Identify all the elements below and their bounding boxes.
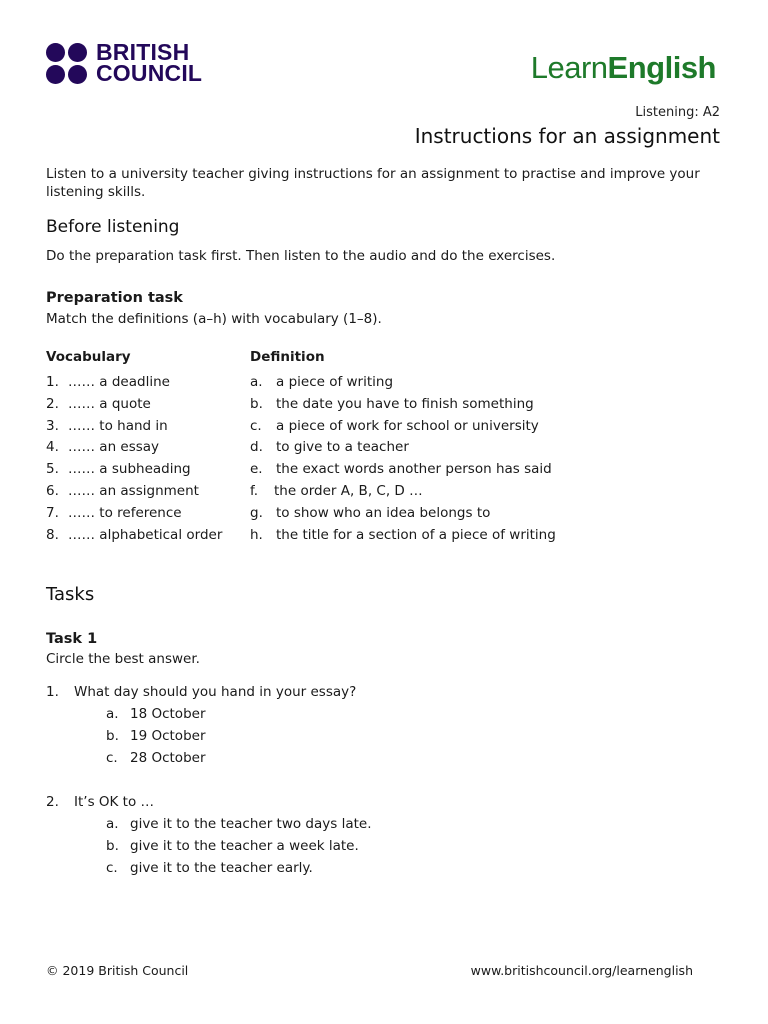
british-council-wordmark: BRITISH COUNCIL [96, 39, 203, 86]
preparation-task-heading: Preparation task [46, 290, 183, 306]
answer-option[interactable]: c. 28 October [106, 750, 206, 766]
answer-option[interactable]: a. 18 October [106, 706, 206, 722]
answer-option[interactable]: c. give it to the teacher early. [106, 860, 313, 876]
vocabulary-item: 4. …… an essay [46, 439, 160, 456]
definition-item: b. the date you have to finish something [250, 395, 534, 412]
question-2-options [106, 813, 371, 879]
definition-item: e. the exact words another person has said [250, 461, 552, 478]
answer-option[interactable]: b. give it to the teacher a week late. [106, 838, 359, 854]
definition-item: f. the order A, B, C, D … [250, 482, 423, 499]
question-1-options [106, 703, 206, 769]
vocabulary-item: 7. …… to reference [46, 504, 182, 521]
vocabulary-item: 1. …… a deadline [46, 374, 170, 390]
footer-copyright: © 2019 British Council [46, 963, 189, 978]
british-council-logo [46, 39, 203, 86]
vocabulary-item: 5. …… a subheading [46, 461, 191, 478]
vocabulary-column-header: Vocabulary [46, 349, 131, 365]
intro-text: Listen to a university teacher giving instructions for an assignment to practise and improve your listening skills. [46, 166, 700, 200]
definition-item: c. a piece of work for school or university [250, 417, 539, 434]
answer-option[interactable]: a. give it to the teacher two days late. [106, 816, 372, 832]
definition-item: a. a piece of writing [250, 374, 394, 390]
question-1: 1. What day should you hand in your essay? [46, 684, 357, 700]
vocabulary-item: 3. …… to hand in [46, 417, 168, 434]
task1-heading: Task 1 [46, 631, 98, 647]
definition-item: d. to give to a teacher [250, 439, 409, 456]
answer-option[interactable]: b. 19 October [106, 728, 206, 744]
definition-item: g. to show who an idea belongs to [250, 504, 491, 521]
definition-column-header: Definition [250, 349, 325, 365]
level-label: Listening: A2 [635, 105, 720, 120]
definition-item: h. the title for a section of a piece of writing [250, 526, 556, 543]
vocabulary-item: 2. …… a quote [46, 395, 151, 412]
preparation-task-instruction: Match the definitions (a–h) with vocabulary (1–8). [46, 311, 382, 327]
tasks-heading: Tasks [46, 584, 95, 605]
before-listening-heading: Before listening [46, 217, 180, 237]
vocabulary-item: 6. …… an assignment [46, 482, 199, 499]
vocabulary-list [46, 372, 222, 546]
task1-instruction: Circle the best answer. [46, 651, 200, 667]
before-listening-text: Do the preparation task first. Then listen to the audio and do the exercises. [46, 248, 556, 264]
question-2: 2. It’s OK to … [46, 794, 155, 810]
definition-list [250, 372, 556, 546]
footer-url[interactable]: www.britishcouncil.org/learnenglish [470, 963, 693, 978]
vocabulary-item: 8. …… alphabetical order [46, 526, 223, 543]
british-council-dots-icon [46, 43, 87, 84]
learnenglish-logo: LearnEnglish [530, 50, 716, 85]
page-title: Instructions for an assignment [414, 124, 720, 148]
